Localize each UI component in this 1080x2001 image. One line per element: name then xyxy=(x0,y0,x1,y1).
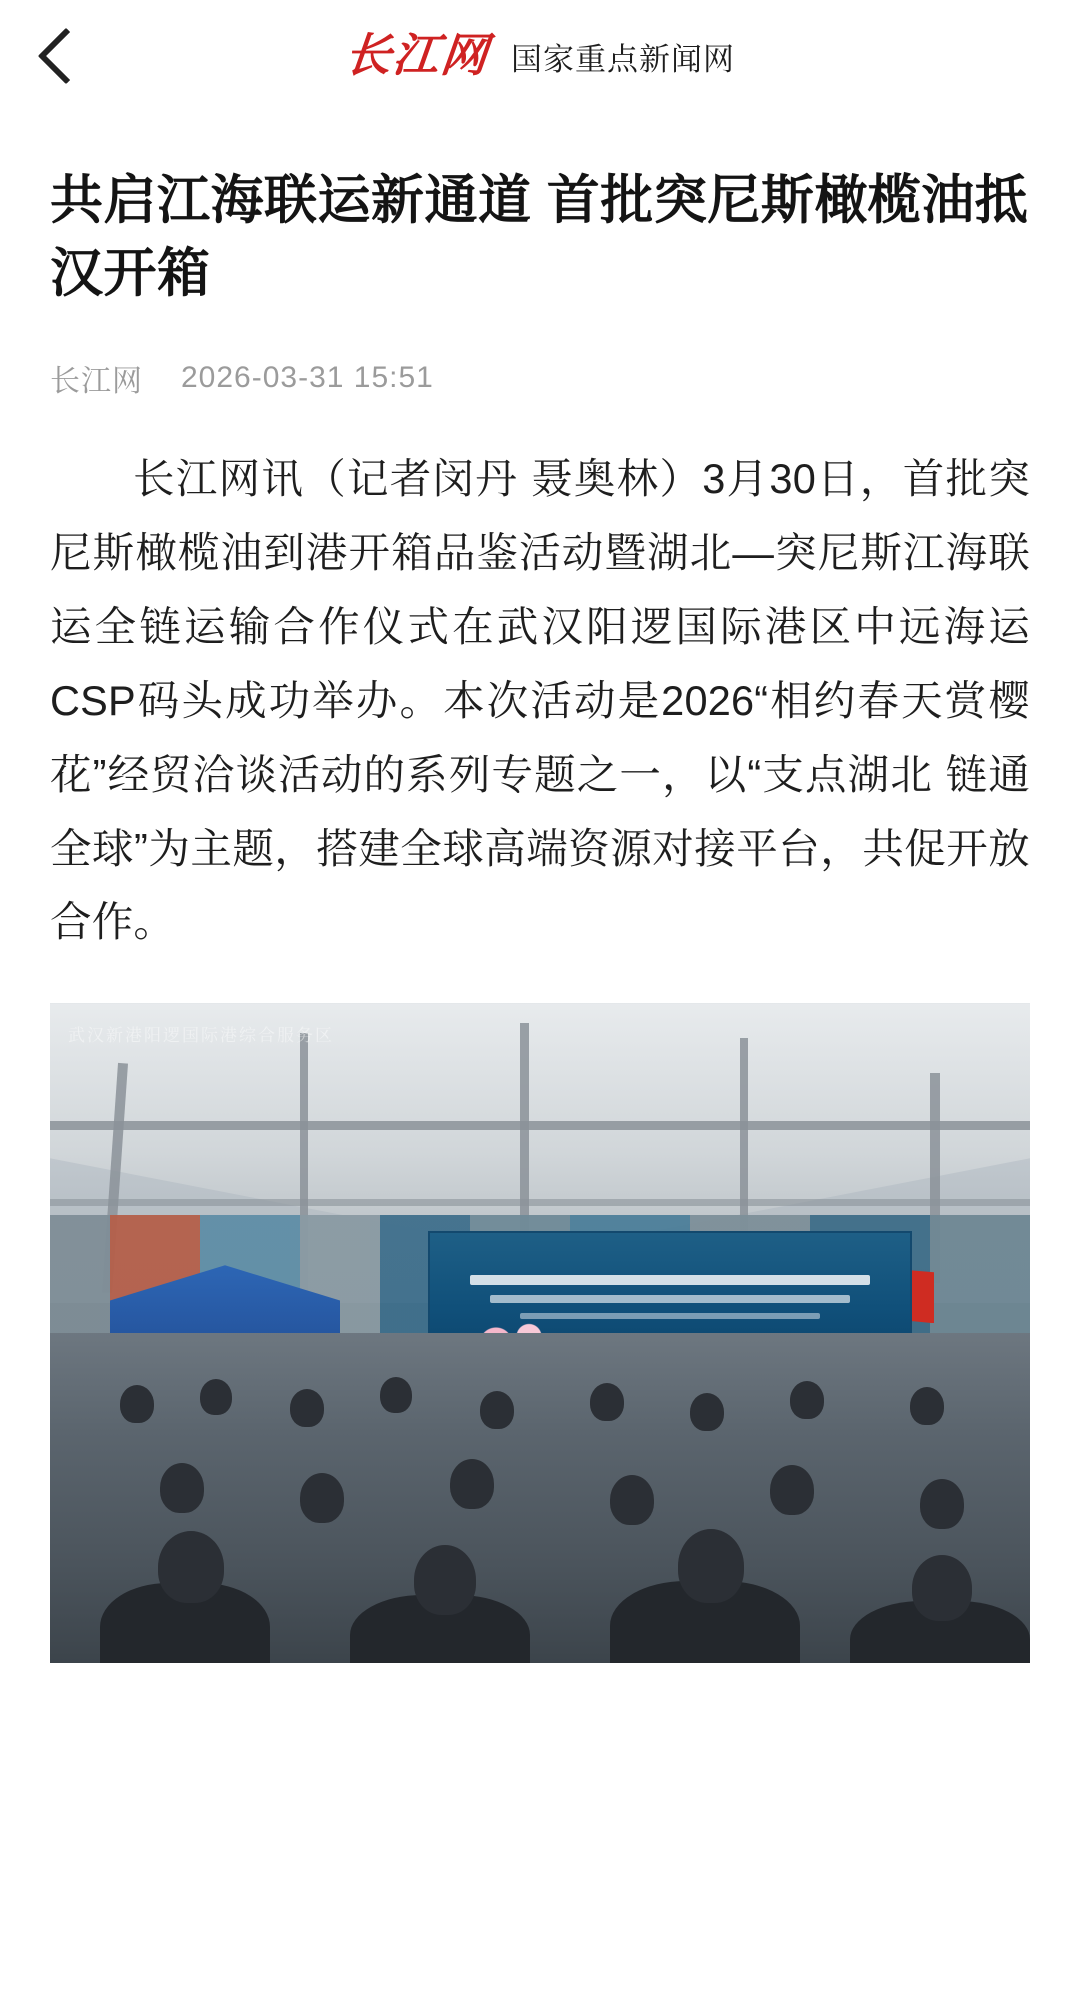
site-logo: 长江网 xyxy=(342,30,492,81)
banner-line xyxy=(470,1275,870,1285)
audience-head xyxy=(590,1383,624,1421)
banner-line xyxy=(520,1313,820,1319)
app-header xyxy=(0,0,1080,112)
audience-head xyxy=(380,1377,412,1413)
article-timestamp: 2026-03-31 15:51 xyxy=(181,361,434,395)
site-subtitle: 国家重点新闻网 xyxy=(511,41,735,77)
chevron-left-icon xyxy=(38,28,95,85)
audience-head xyxy=(770,1465,814,1515)
audience-head xyxy=(910,1387,944,1425)
audience-head xyxy=(300,1473,344,1523)
article-source: 长江网 xyxy=(50,365,143,399)
audience-head xyxy=(610,1475,654,1525)
page-title: 共启江海联运新通道 首批突尼斯橄榄油抵汉开箱 xyxy=(50,171,1029,304)
audience-head xyxy=(678,1529,744,1603)
image-watermark: 武汉新港阳逻国际港综合服务区 xyxy=(68,1026,334,1046)
truss-beam xyxy=(50,1199,1030,1206)
audience-head xyxy=(790,1381,824,1419)
article-meta xyxy=(50,356,1030,400)
audience-head xyxy=(450,1459,494,1509)
audience-head xyxy=(414,1545,476,1615)
audience-head xyxy=(158,1531,224,1603)
brand-block xyxy=(0,0,1080,112)
audience-head xyxy=(690,1393,724,1431)
audience-head xyxy=(912,1555,972,1621)
back-button[interactable] xyxy=(18,8,114,104)
audience-head xyxy=(290,1389,324,1427)
audience-head xyxy=(480,1391,514,1429)
article-image xyxy=(50,1003,1030,1663)
audience-head xyxy=(920,1479,964,1529)
truss-beam xyxy=(50,1121,1030,1130)
article-body-paragraph: 长江网讯（记者闵丹 聂奥林）3月30日，首批突尼斯橄榄油到港开箱品鉴活动暨湖北—突尼斯江海联运全链运输合作仪式在武汉阳逻国际港区中远海运CSP码头成功举办。本次活动是2026“相约春天赏樱花”经贸洽谈活动的系列专题之一，以“支点湖北 链通全球”为主题，搭建全球高端资源对接平台，共促开放合作。 xyxy=(50,455,1030,946)
audience-head xyxy=(160,1463,204,1513)
article-container xyxy=(0,164,1080,1663)
audience-head xyxy=(120,1385,154,1423)
audience-head xyxy=(200,1379,232,1415)
audience-area xyxy=(50,1333,1030,1663)
banner-line xyxy=(490,1295,850,1303)
